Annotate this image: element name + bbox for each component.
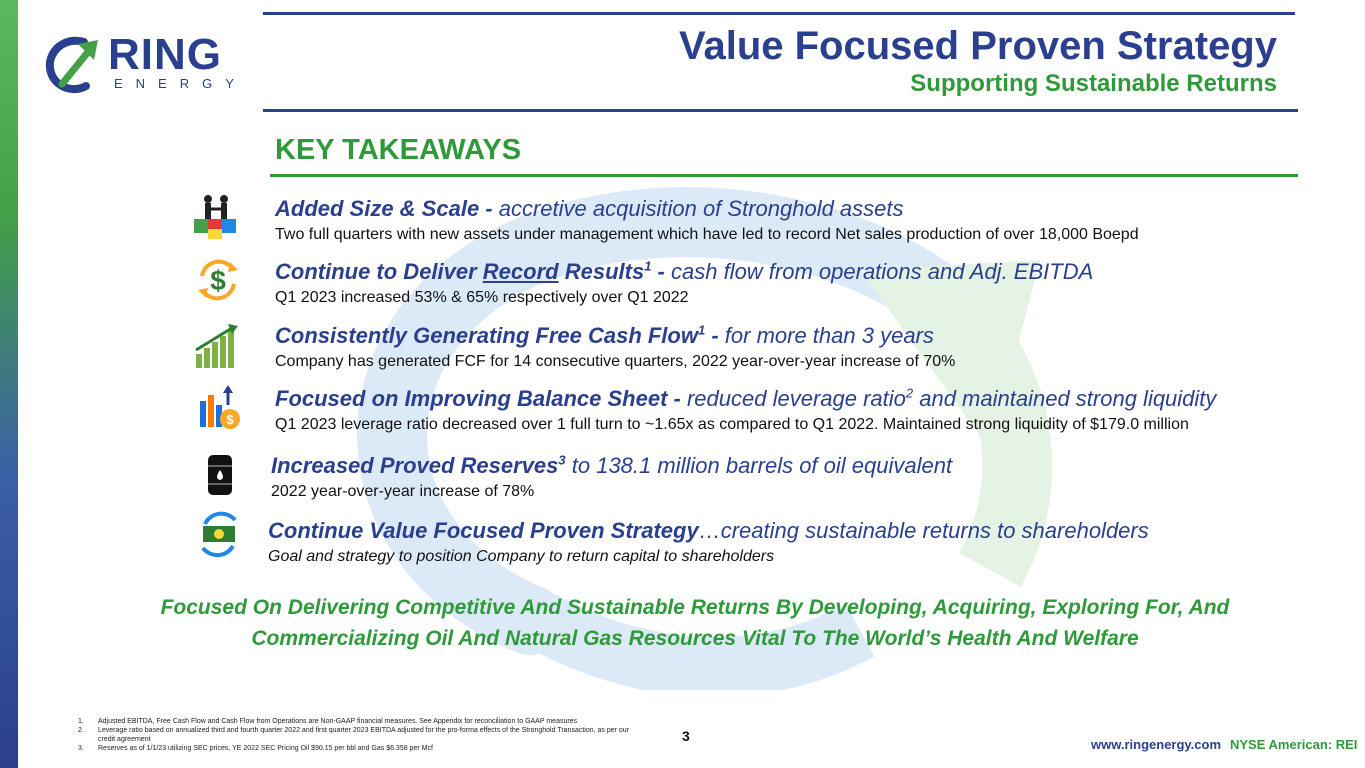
logo-word: RING bbox=[108, 30, 222, 79]
takeaway-item bbox=[271, 453, 952, 503]
money-cycle-icon bbox=[195, 510, 243, 558]
takeaway-heading-underlined: Record bbox=[482, 259, 559, 284]
section-rule bbox=[270, 174, 1298, 177]
header-top-rule bbox=[263, 12, 1295, 15]
takeaway-heading bbox=[275, 196, 1139, 222]
takeaway-heading bbox=[271, 453, 952, 479]
takeaway-heading-bold: Results bbox=[558, 259, 645, 284]
ring-energy-logo bbox=[44, 30, 247, 102]
oil-barrel-icon bbox=[196, 451, 244, 499]
ring-logo-icon bbox=[44, 34, 106, 96]
takeaway-heading bbox=[268, 518, 1149, 544]
footnote bbox=[78, 726, 638, 744]
footnote-number: 1. bbox=[78, 718, 84, 725]
takeaway-detail: 2022 year-over-year increase of 78% bbox=[271, 483, 535, 500]
takeaway-heading-bold: Added Size & Scale - bbox=[275, 196, 499, 221]
takeaway-detail: Q1 2023 leverage ratio decreased over 1 full turn to ~1.65x as compared to Q1 2022. Maintained strong liquidity of $179.0 million bbox=[275, 416, 1189, 433]
footnote-text: Adjusted EBITDA, Free Cash Flow and Cash Flow from Operations are Non-GAAP financial measures. See Appendix for reconciliation to GAAP measures bbox=[98, 718, 578, 725]
page-subtitle: Supporting Sustainable Returns bbox=[910, 70, 1277, 97]
logo-subtext: ENERGY bbox=[114, 76, 247, 91]
takeaway-heading-dash: - bbox=[651, 259, 671, 284]
svg-text:$: $ bbox=[226, 412, 234, 427]
takeaway-item bbox=[275, 386, 1216, 436]
takeaway-heading-bold: Consistently Generating Free Cash Flow bbox=[275, 323, 698, 348]
footnote bbox=[78, 717, 638, 726]
footnote-text: Reserves as of 1/1/23 utilizing SEC prices, YE 2022 SEC Pricing Oil $90.15 per bbl and Gas $6.358 per Mcf bbox=[98, 745, 433, 752]
stock-ticker: NYSE American: REI bbox=[1230, 737, 1358, 752]
takeaway-heading-bold: Continue to Deliver bbox=[275, 259, 483, 284]
dollar-cycle-icon bbox=[194, 256, 242, 304]
page-title: Value Focused Proven Strategy bbox=[679, 24, 1277, 68]
takeaway-heading-text: to 138.1 million barrels of oil equivalent bbox=[565, 453, 953, 478]
left-accent-bar bbox=[0, 0, 18, 768]
handshake-puzzle-icon bbox=[192, 193, 240, 241]
takeaway-item bbox=[275, 196, 1139, 246]
header-bottom-rule bbox=[263, 109, 1298, 112]
footnote-ref: 3 bbox=[558, 452, 566, 468]
takeaway-item bbox=[268, 518, 1149, 568]
bar-chart-coin-icon bbox=[194, 385, 242, 433]
mission-statement bbox=[60, 592, 1330, 654]
takeaway-detail: Two full quarters with new assets under management which have led to record Net sales production of over 18,000 Boepd bbox=[275, 226, 1139, 243]
takeaway-heading-text: reduced leverage ratio bbox=[686, 386, 906, 411]
takeaway-item bbox=[275, 259, 1093, 309]
footnotes bbox=[78, 717, 638, 753]
footnote bbox=[78, 744, 638, 753]
takeaway-heading-text: accretive acquisition of Stronghold assets bbox=[498, 196, 904, 221]
growth-chart-icon bbox=[192, 322, 240, 370]
takeaway-heading-text: for more than 3 years bbox=[724, 323, 934, 348]
footnote-ref: 2 bbox=[905, 385, 914, 401]
takeaway-heading-bold: Increased Proved Reserves bbox=[271, 453, 559, 478]
takeaway-detail: Company has generated FCF for 14 consecutive quarters, 2022 year-over-year increase of 70% bbox=[275, 353, 956, 370]
mission-line: Commercializing Oil And Natural Gas Resources Vital To The World’s Health And Welfare bbox=[251, 627, 1139, 650]
footnote-ref: 1 bbox=[697, 322, 706, 338]
takeaway-detail: Goal and strategy to position Company to return capital to shareholders bbox=[268, 548, 775, 565]
takeaway-heading bbox=[275, 323, 955, 349]
footnote-ref: 1 bbox=[644, 258, 652, 274]
footnote-number: 2. bbox=[78, 727, 84, 734]
footnote-text: Leverage ratio based on annualized third and fourth quarter 2022 and first quarter 2023 EBITDA adjusted for the pro-forma effects of the Stronghold Transaction, as per our credit agreement bbox=[98, 727, 630, 743]
takeaway-heading-text: and maintained strong liquidity bbox=[913, 386, 1217, 411]
takeaway-heading-bold: Focused on Improving Balance Sheet - bbox=[275, 386, 687, 411]
footnote-number: 3. bbox=[78, 745, 84, 752]
page-number: 3 bbox=[682, 728, 690, 744]
takeaway-item bbox=[275, 323, 955, 373]
section-title: KEY TAKEAWAYS bbox=[275, 134, 522, 166]
takeaway-heading bbox=[275, 386, 1216, 412]
takeaway-heading-dash: - bbox=[705, 323, 725, 348]
takeaway-heading bbox=[275, 259, 1093, 285]
website-link[interactable]: www.ringenergy.com bbox=[1091, 737, 1222, 752]
takeaway-heading-text: cash flow from operations and Adj. EBITDA bbox=[670, 259, 1094, 284]
svg-text:$: $ bbox=[210, 265, 226, 296]
takeaway-detail: Q1 2023 increased 53% & 65% respectively over Q1 2022 bbox=[275, 289, 689, 306]
takeaway-heading-text: …creating sustainable returns to shareholders bbox=[698, 518, 1149, 543]
takeaway-heading-bold: Continue Value Focused Proven Strategy bbox=[268, 518, 699, 543]
mission-line: Focused On Delivering Competitive And Sustainable Returns By Developing, Acquiring, Exploring For, And bbox=[160, 596, 1230, 619]
